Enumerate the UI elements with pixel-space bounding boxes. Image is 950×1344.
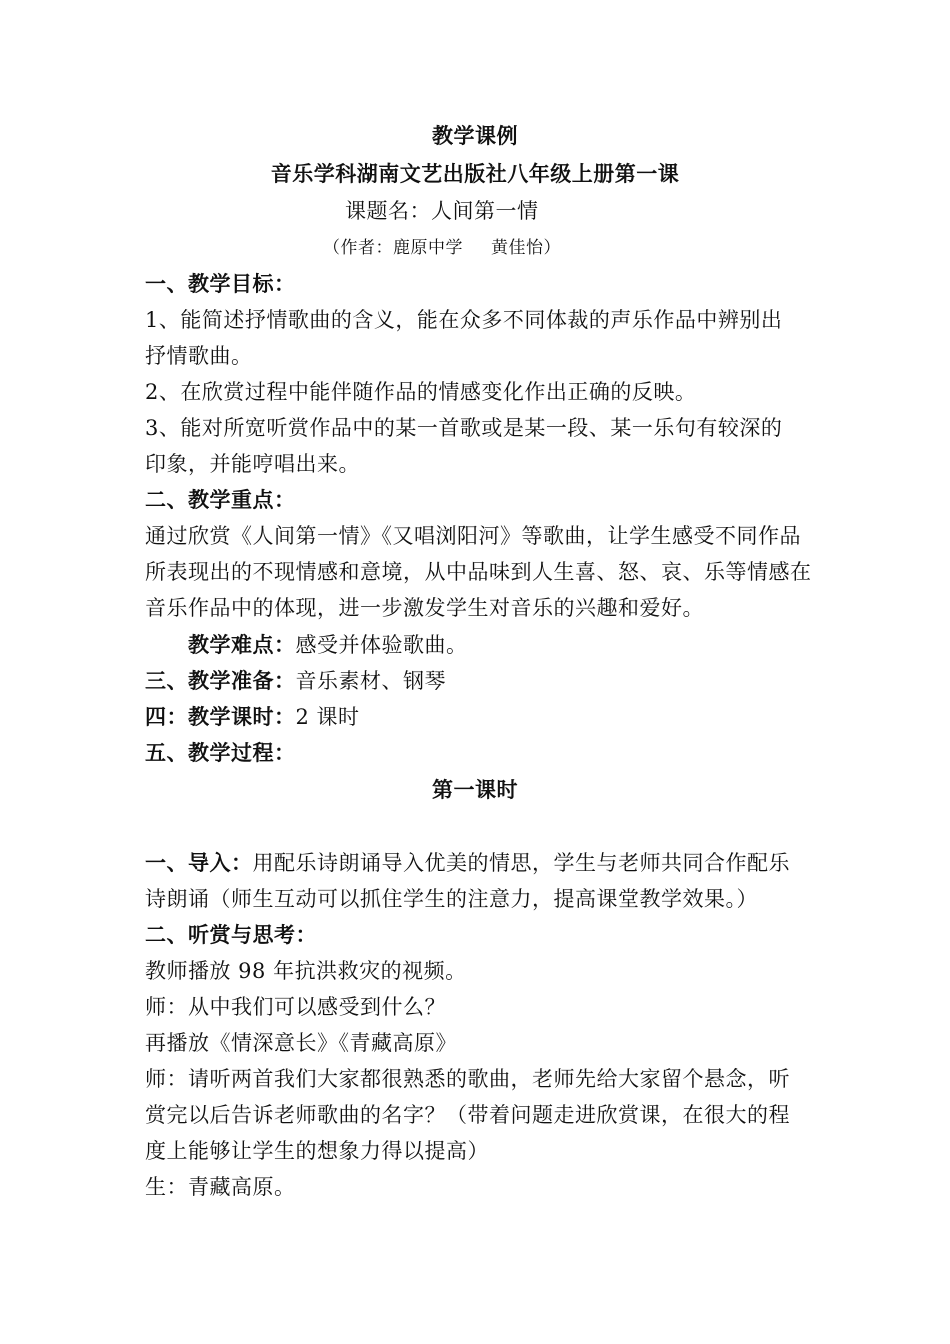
document-title: 教学课例: [432, 123, 518, 148]
key-points-line: 音乐作品中的体现，进一步激发学生对音乐的兴趣和爱好。: [145, 596, 704, 620]
hours-line: [145, 699, 360, 735]
intro-text: 用配乐诗朗诵导入优美的情思，学生与老师共同合作配乐: [252, 851, 790, 875]
listening-line: 教师播放 98 年抗洪救灾的视频。: [145, 959, 467, 983]
goals-line: 1、能简述抒情歌曲的含义，能在众多不同体裁的声乐作品中辨别出: [145, 308, 783, 332]
intro-line: [145, 845, 790, 881]
goals-line: 印象，并能哼唱出来。: [145, 452, 360, 476]
hours-text: 2 课时: [295, 705, 360, 729]
listening-line: 生：青藏高原。: [145, 1175, 296, 1199]
goals-line: 2、在欣赏过程中能伴随作品的情感变化作出正确的反映。: [145, 380, 697, 404]
author-name: 黄佳怡）: [491, 238, 561, 258]
document-subtitle: 音乐学科湖南文艺出版社八年级上册第一课: [270, 161, 680, 186]
difficulty-label: 教学难点：: [188, 632, 296, 657]
difficulty-line: [188, 627, 468, 663]
listening-line: 师：请听两首我们大家都很熟悉的歌曲，老师先给大家留个悬念，听: [145, 1067, 790, 1091]
listening-line: 度上能够让学生的想象力得以提高）: [145, 1139, 489, 1163]
listening-line: 再播放《情深意长》《青藏高原》: [145, 1031, 457, 1055]
author-line: [323, 230, 561, 266]
goals-line: 抒情歌曲。: [145, 344, 253, 368]
preparation-text: 音乐素材、钢琴: [295, 669, 446, 693]
key-points-line: 通过欣赏《人间第一情》《又唱浏阳河》等歌曲，让学生感受不同作品: [145, 524, 801, 548]
goals-line: 3、能对所宽听赏作品中的某一首歌或是某一段、某一乐句有较深的: [145, 416, 783, 440]
hours-label: 四：教学课时：: [145, 704, 296, 729]
listening-line: 师：从中我们可以感受到什么？: [145, 995, 446, 1019]
lesson-name: 课题名：人间第一情: [345, 199, 539, 223]
preparation-line: [145, 663, 446, 699]
difficulty-text: 感受并体验歌曲。: [295, 633, 468, 657]
goals-heading: 一、教学目标：: [145, 271, 296, 296]
listening-line: 赏完以后告诉老师歌曲的名字？（带着问题走进欣赏课，在很大的程: [145, 1103, 790, 1127]
session-title: 第一课时: [432, 777, 518, 802]
author-school: （作者：鹿原中学: [323, 238, 463, 258]
key-points-line: 所表现出的不现情感和意境，从中品味到人生喜、怒、哀、乐等情感在: [145, 560, 812, 584]
listening-heading: 二、听赏与思考：: [145, 922, 317, 947]
process-heading: 五、教学过程：: [145, 740, 296, 765]
intro-line-2: 诗朗诵（师生互动可以抓住学生的注意力，提高课堂教学效果。）: [145, 887, 758, 911]
intro-label: 一、导入：: [145, 850, 253, 875]
key-points-heading: 二、教学重点：: [145, 487, 296, 512]
preparation-label: 三、教学准备：: [145, 668, 296, 693]
